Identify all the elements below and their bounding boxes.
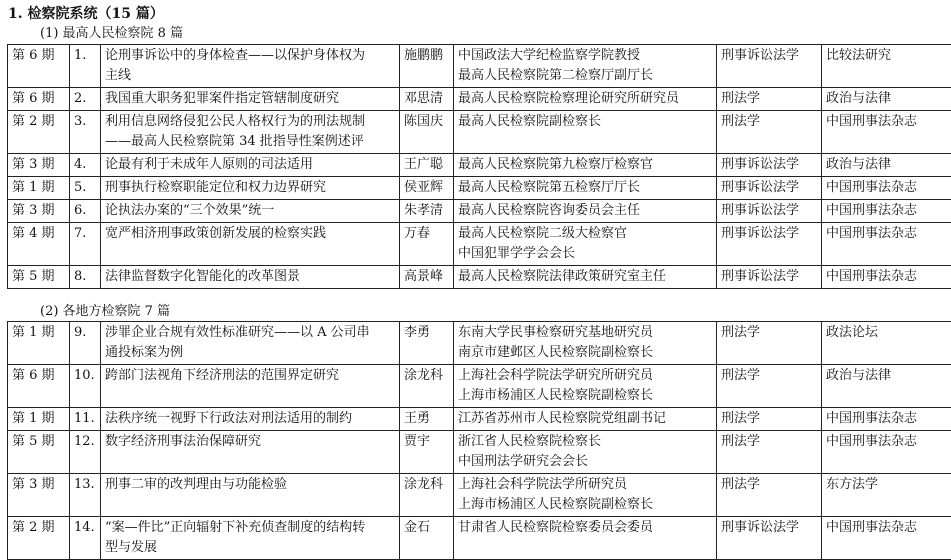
title-cell [101, 177, 400, 200]
title-cell-line: 论刑事诉讼中的身体检查——以保护身体权为 [105, 46, 395, 66]
affiliation-cell-line: 最高人民检察院法律政策研究室主任 [458, 267, 712, 287]
table-row [8, 45, 951, 88]
title-cell [101, 431, 400, 474]
title-cell-line: ——最高人民检察院第 34 批指导性案例述评 [105, 132, 395, 152]
field-cell: 刑法学 [717, 365, 822, 408]
issue-cell: 第 4 期 [8, 223, 70, 266]
author-cell: 涂龙科 [400, 474, 454, 517]
author-cell: 侯亚辉 [400, 177, 454, 200]
title-cell-line: 涉罪企业合规有效性标准研究——以 A 公司串 [105, 323, 395, 343]
affiliation-cell [454, 517, 717, 560]
affiliation-cell [454, 45, 717, 88]
title-cell-line: 利用信息网络侵犯公民人格权行为的刑法规制 [105, 112, 395, 132]
table-row [8, 517, 951, 560]
journal-cell: 中国刑事法杂志 [822, 111, 951, 154]
affiliation-cell-line: 最高人民检察院第九检察厅检察官 [458, 155, 712, 175]
affiliation-cell-line: 最高人民检察院第五检察厅厅长 [458, 178, 712, 198]
title-cell [101, 223, 400, 266]
affiliation-cell-line: 甘肃省人民检察院检察委员会委员 [458, 518, 712, 538]
number-cell: 2. [70, 88, 101, 111]
title-cell-line: 论最有利于未成年人原则的司法适用 [105, 155, 395, 175]
title-cell [101, 322, 400, 365]
issue-cell: 第 6 期 [8, 88, 70, 111]
title-cell [101, 45, 400, 88]
number-cell: 8. [70, 266, 101, 289]
affiliation-cell-line: 上海市杨浦区人民检察院副检察长 [458, 386, 712, 406]
affiliation-cell-line: 最高人民检察院检察理论研究所研究员 [458, 89, 712, 109]
affiliation-cell-line: 上海社会科学院法学研究所研究员 [458, 366, 712, 386]
subsection-title-local: (2) 各地方检察院 7 篇 [40, 303, 170, 320]
title-cell-line: 法秩序统一视野下行政法对刑法适用的制约 [105, 409, 395, 429]
issue-cell: 第 1 期 [8, 408, 70, 431]
affiliation-cell [454, 322, 717, 365]
title-cell-line: 论执法办案的“三个效果”统一 [105, 201, 395, 221]
table-row [8, 154, 951, 177]
affiliation-cell [454, 408, 717, 431]
journal-cell: 东方法学 [822, 474, 951, 517]
number-cell: 9. [70, 322, 101, 365]
affiliation-cell [454, 365, 717, 408]
number-cell: 7. [70, 223, 101, 266]
author-cell: 万春 [400, 223, 454, 266]
affiliation-cell-line: 江苏省苏州市人民检察院党组副书记 [458, 409, 712, 429]
author-cell: 李勇 [400, 322, 454, 365]
affiliation-cell-line: 最高人民检察院二级大检察官 [458, 224, 712, 244]
journal-cell: 中国刑事法杂志 [822, 200, 951, 223]
affiliation-cell [454, 431, 717, 474]
title-cell-line: “案—件比”正向辐射下补充侦查制度的结构转 [105, 518, 395, 538]
author-cell: 高景峰 [400, 266, 454, 289]
table-row [8, 474, 951, 517]
number-cell: 11. [70, 408, 101, 431]
title-cell-line: 法律监督数字化智能化的改革图景 [105, 267, 395, 287]
issue-cell: 第 2 期 [8, 111, 70, 154]
journal-cell: 中国刑事法杂志 [822, 408, 951, 431]
affiliation-cell-line: 浙江省人民检察院检察长 [458, 432, 712, 452]
number-cell: 14. [70, 517, 101, 560]
title-cell-line: 跨部门法视角下经济刑法的范围界定研究 [105, 366, 395, 386]
author-cell: 涂龙科 [400, 365, 454, 408]
number-cell: 3. [70, 111, 101, 154]
number-cell: 6. [70, 200, 101, 223]
affiliation-cell [454, 154, 717, 177]
affiliation-cell-line: 最高人民检察院咨询委员会主任 [458, 201, 712, 221]
field-cell: 刑法学 [717, 408, 822, 431]
affiliation-cell-line: 最高人民检察院第二检察厅副厅长 [458, 66, 712, 86]
journal-cell: 中国刑事法杂志 [822, 517, 951, 560]
article-table-local [7, 321, 951, 560]
journal-cell: 中国刑事法杂志 [822, 431, 951, 474]
author-cell: 施鹏鹏 [400, 45, 454, 88]
issue-cell: 第 6 期 [8, 365, 70, 408]
table-row [8, 365, 951, 408]
title-cell [101, 111, 400, 154]
table-row [8, 223, 951, 266]
table-row [8, 177, 951, 200]
article-table-supreme [7, 44, 951, 289]
title-cell [101, 200, 400, 223]
journal-cell: 政治与法律 [822, 154, 951, 177]
journal-cell: 中国刑事法杂志 [822, 266, 951, 289]
issue-cell: 第 3 期 [8, 154, 70, 177]
section-heading: 1. 检察院系统（15 篇） [8, 5, 164, 23]
affiliation-cell-line: 最高人民检察院副检察长 [458, 112, 712, 132]
field-cell: 刑事诉讼法学 [717, 45, 822, 88]
title-cell [101, 266, 400, 289]
author-cell: 朱孝清 [400, 200, 454, 223]
field-cell: 刑事诉讼法学 [717, 200, 822, 223]
issue-cell: 第 3 期 [8, 474, 70, 517]
table-row [8, 111, 951, 154]
affiliation-cell-line: 南京市建邺区人民检察院副检察长 [458, 343, 712, 363]
field-cell: 刑法学 [717, 111, 822, 154]
subsection-title-supreme: (1) 最高人民检察院 8 篇 [40, 25, 183, 42]
number-cell: 4. [70, 154, 101, 177]
title-cell-line: 数字经济刑事法治保障研究 [105, 432, 395, 452]
table-row [8, 200, 951, 223]
title-cell-line: 通投标案为例 [105, 343, 395, 363]
table-row [8, 408, 951, 431]
title-cell-line: 刑事执行检察职能定位和权力边界研究 [105, 178, 395, 198]
title-cell [101, 88, 400, 111]
field-cell: 刑事诉讼法学 [717, 517, 822, 560]
journal-cell: 政治与法律 [822, 88, 951, 111]
author-cell: 陈国庆 [400, 111, 454, 154]
journal-cell: 政治与法律 [822, 365, 951, 408]
affiliation-cell [454, 88, 717, 111]
field-cell: 刑事诉讼法学 [717, 154, 822, 177]
author-cell: 贾宇 [400, 431, 454, 474]
title-cell-line: 刑事二审的改判理由与功能检验 [105, 475, 395, 495]
affiliation-cell-line: 上海市杨浦区人民检察院副检察长 [458, 495, 712, 515]
number-cell: 12. [70, 431, 101, 474]
field-cell: 刑法学 [717, 88, 822, 111]
journal-cell: 比较法研究 [822, 45, 951, 88]
number-cell: 5. [70, 177, 101, 200]
affiliation-cell-line: 中国刑法学研究会会长 [458, 452, 712, 472]
author-cell: 金石 [400, 517, 454, 560]
number-cell: 13. [70, 474, 101, 517]
author-cell: 王广聪 [400, 154, 454, 177]
affiliation-cell-line: 中国犯罪学学会会长 [458, 244, 712, 264]
table-row [8, 322, 951, 365]
field-cell: 刑法学 [717, 322, 822, 365]
affiliation-cell [454, 200, 717, 223]
affiliation-cell [454, 266, 717, 289]
field-cell: 刑法学 [717, 431, 822, 474]
affiliation-cell-line: 中国政法大学纪检监察学院教授 [458, 46, 712, 66]
table-row [8, 431, 951, 474]
issue-cell: 第 1 期 [8, 177, 70, 200]
number-cell: 1. [70, 45, 101, 88]
affiliation-cell [454, 223, 717, 266]
field-cell: 刑事诉讼法学 [717, 223, 822, 266]
journal-cell: 中国刑事法杂志 [822, 223, 951, 266]
author-cell: 邓思清 [400, 88, 454, 111]
number-cell: 10. [70, 365, 101, 408]
issue-cell: 第 6 期 [8, 45, 70, 88]
issue-cell: 第 1 期 [8, 322, 70, 365]
affiliation-cell [454, 177, 717, 200]
table-row [8, 266, 951, 289]
affiliation-cell [454, 474, 717, 517]
title-cell-line: 主线 [105, 66, 395, 86]
field-cell: 刑事诉讼法学 [717, 177, 822, 200]
affiliation-cell [454, 111, 717, 154]
title-cell-line: 宽严相济刑事政策创新发展的检察实践 [105, 224, 395, 244]
journal-cell: 政法论坛 [822, 322, 951, 365]
issue-cell: 第 3 期 [8, 200, 70, 223]
title-cell-line: 我国重大职务犯罪案件指定管辖制度研究 [105, 89, 395, 109]
affiliation-cell-line: 上海社会科学院法学所研究员 [458, 475, 712, 495]
title-cell-line: 型与发展 [105, 538, 395, 558]
affiliation-cell-line: 东南大学民事检察研究基地研究员 [458, 323, 712, 343]
title-cell [101, 517, 400, 560]
issue-cell: 第 5 期 [8, 266, 70, 289]
journal-cell: 中国刑事法杂志 [822, 177, 951, 200]
field-cell: 刑法学 [717, 474, 822, 517]
title-cell [101, 154, 400, 177]
author-cell: 王勇 [400, 408, 454, 431]
table-row [8, 88, 951, 111]
title-cell [101, 408, 400, 431]
title-cell [101, 365, 400, 408]
field-cell: 刑事诉讼法学 [717, 266, 822, 289]
title-cell [101, 474, 400, 517]
issue-cell: 第 5 期 [8, 431, 70, 474]
issue-cell: 第 2 期 [8, 517, 70, 560]
